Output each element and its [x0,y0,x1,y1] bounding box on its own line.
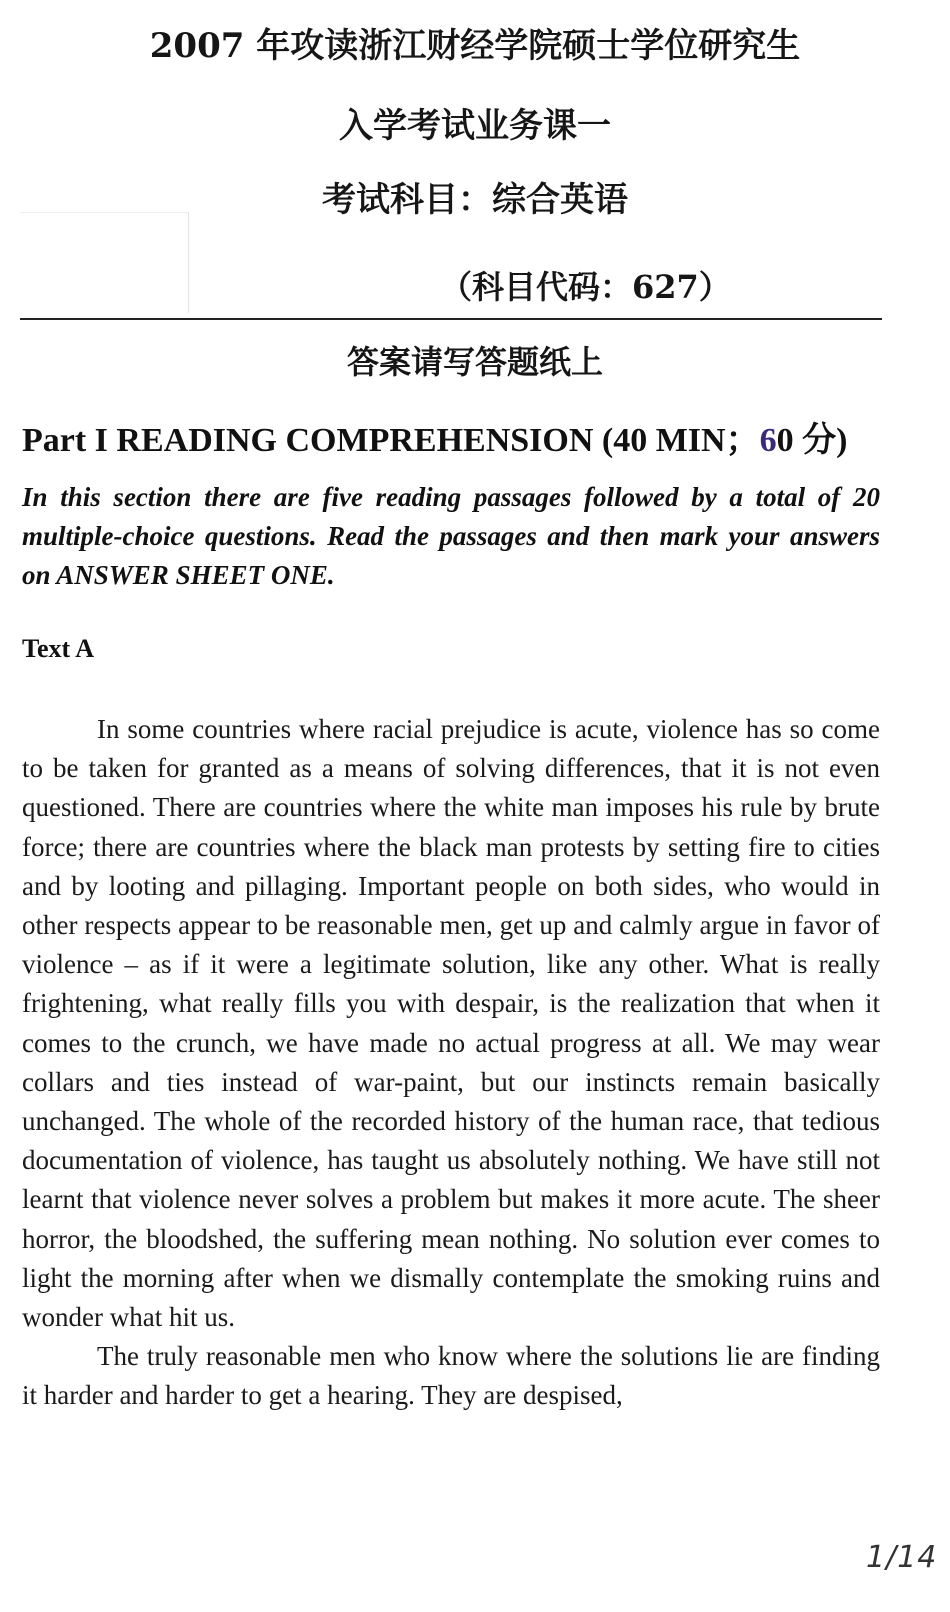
section-heading-tail: 0 分) [776,422,848,459]
handwritten-digit: 6 [759,422,777,459]
header-divider [20,318,882,320]
text-label: Text A [22,634,94,663]
passage-paragraph-1: In some countries where racial prejudice is acute, violence has so come to be taken for granted as a means of solving differences, that it is not even questioned. There are countries where the white man imposes his rule by brute force; there are countries where the black man protests by setting fire to cities and by looting and pillaging. Important people on both sides, who would in other respects appear to be reasonable men, get up and calmly argue in favor of violence – as if it were a legitimate solution, like any other. What is really frightening, what really fills you with despair, is the realization that when it comes to the crunch, we have made no actual progress at all. We may wear collars and ties instead of war-paint, but our instincts remain basically unchanged. The whole of the recorded history of the human race, that tedious documentation of violence, has taught us absolutely nothing. We have still not learnt that violence never solves a problem but makes it more acute. The sheer horror, the bloodshed, the suffering mean nothing. No solution ever comes to light the morning after when we dismally contemplate the smoking ruins and wonder what hit us. [22,714,880,1333]
exam-title: 2007 年攻读浙江财经学院硕士学位研究生 [149,26,801,66]
faint-stamp-area [20,212,189,313]
page-number: 1/14 [866,1540,938,1575]
exam-subtitle: 入学考试业务课一 [339,106,611,146]
passage-paragraph-2: The truly reasonable men who know where the solutions lie are finding it harder and harder to get a hearing. They are despised, [22,1341,880,1411]
subject-line: 考试科目：综合英语 [322,180,628,220]
reading-passage [22,710,880,1416]
subject-code: （科目代码：627） [440,268,731,306]
section-heading [22,412,847,461]
section-instructions: In this section there are five reading passages followed by a total of 20 multiple-choice questions. Read the passages and then mark your answers on ANSWER SHEET ONE. [22,482,880,590]
section-heading-main: Part I READING COMPREHENSION (40 MIN； [22,422,760,459]
answer-note: 答案请写答题纸上 [346,343,603,381]
